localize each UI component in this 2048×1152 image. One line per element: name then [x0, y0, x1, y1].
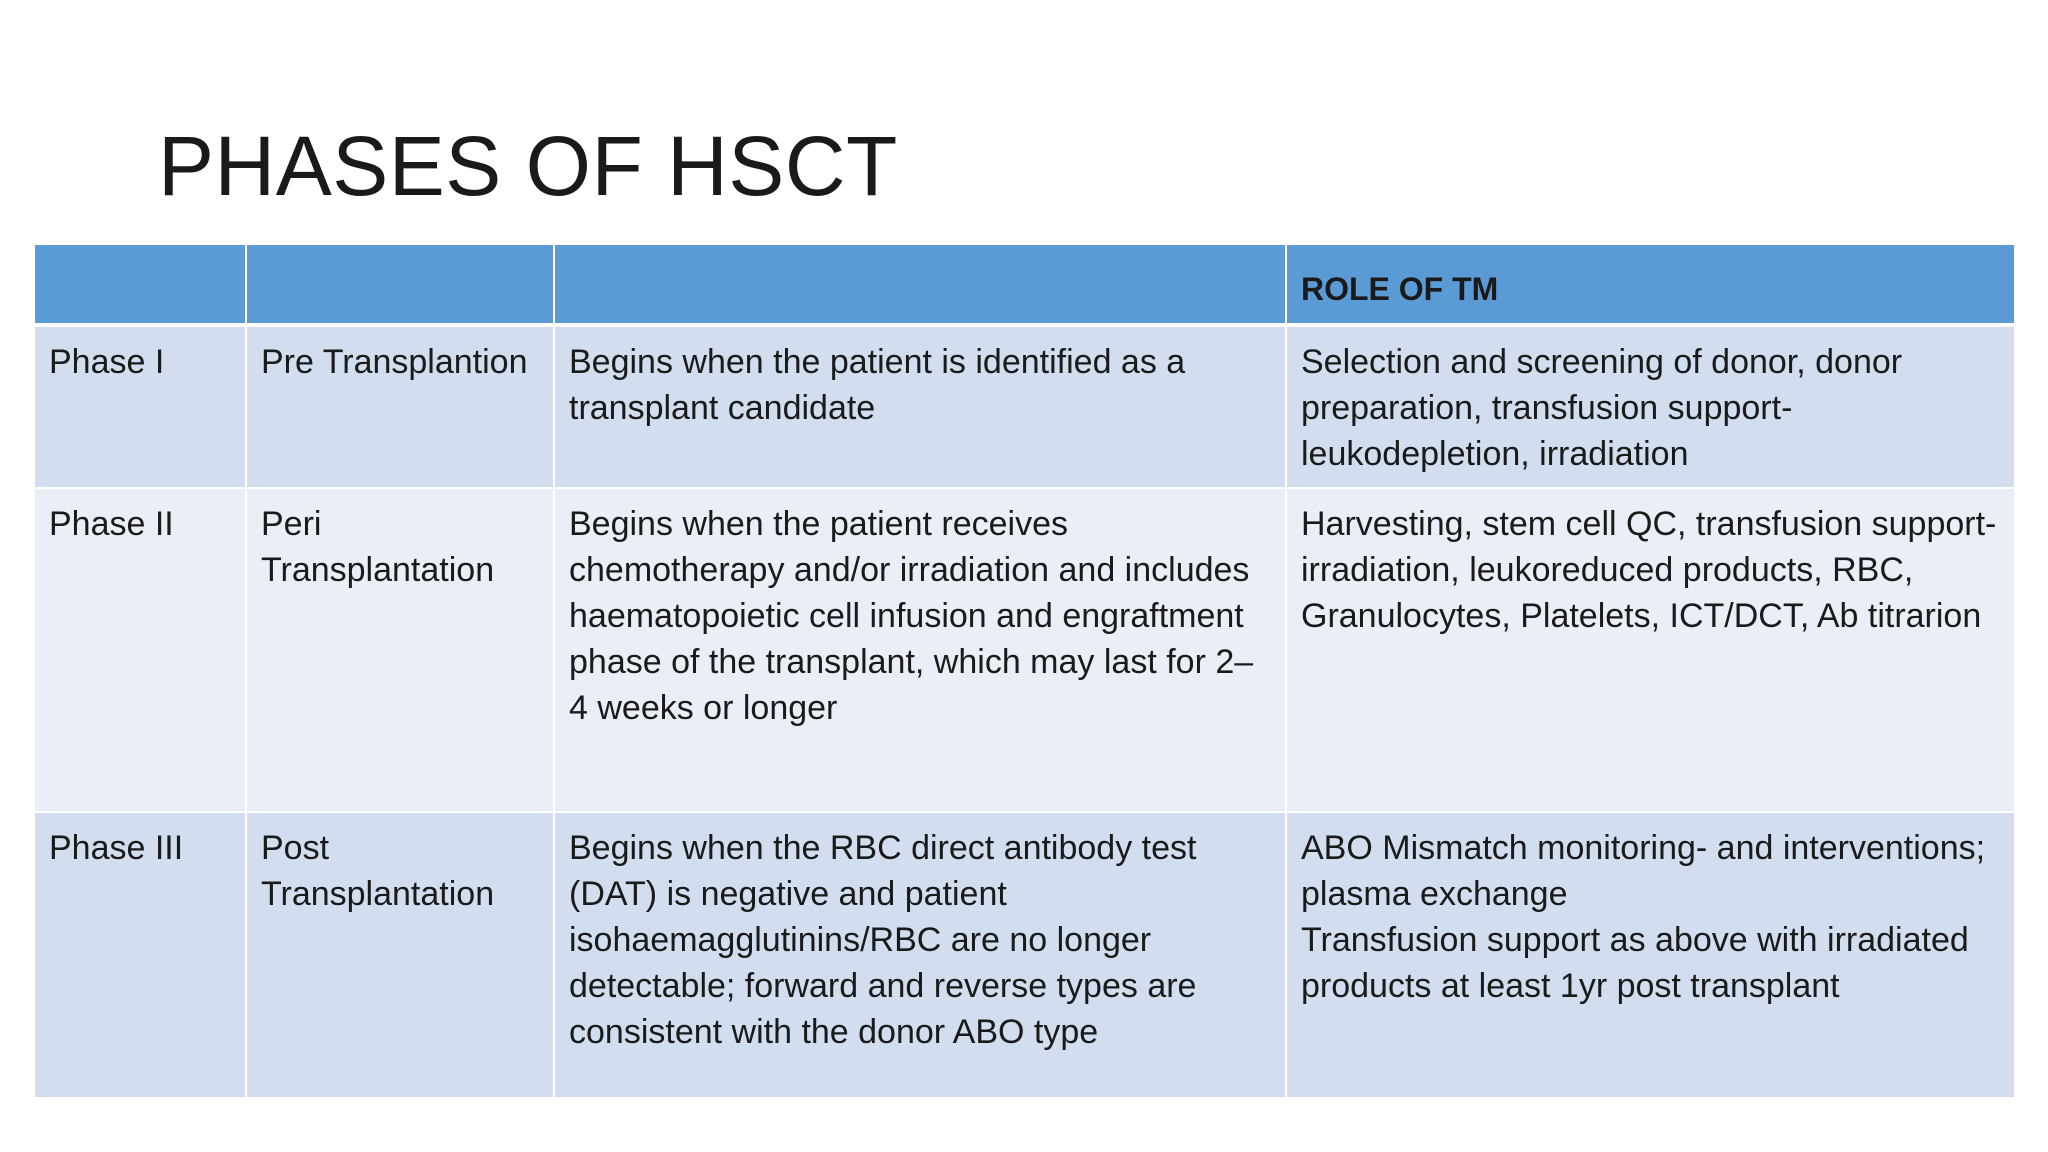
header-cell-role-of-tm: ROLE OF TM	[1286, 244, 2015, 325]
phase-name: Peri Transplantation	[246, 488, 554, 812]
phases-table	[33, 243, 2016, 1099]
phase-role-of-tm: Selection and screening of donor, donor preparation, transfusion support-leukodepletion, irradiation	[1286, 325, 2015, 488]
phase-name: Post Transplantation	[246, 812, 554, 1098]
phase-role-of-tm	[1286, 812, 2015, 1098]
table-row-phase-1	[34, 325, 2015, 488]
phase-label: Phase III	[34, 812, 246, 1098]
phase-description: Begins when the patient receives chemotherapy and/or irradiation and includes haematopoietic cell infusion and engraftment phase of the transplant, which may last for 2–4 weeks or longer	[554, 488, 1286, 812]
header-cell-description	[554, 244, 1286, 325]
header-cell-phase	[34, 244, 246, 325]
phase-name: Pre Transplantion	[246, 325, 554, 488]
phase-description: Begins when the RBC direct antibody test (DAT) is negative and patient isohaemagglutinins/RBC are no longer detectable; forward and reverse types are consistent with the donor ABO type	[554, 812, 1286, 1098]
role-line-2: Transfusion support as above with irradiated products at least 1yr post transplant	[1301, 921, 1969, 1005]
table-header-row	[34, 244, 2015, 325]
slide-title: PHASES OF HSCT	[158, 119, 898, 213]
role-line-1: ABO Mismatch monitoring- and interventions; plasma exchange	[1301, 829, 1986, 913]
phase-label: Phase I	[34, 325, 246, 488]
table-row-phase-2	[34, 488, 2015, 812]
phase-description: Begins when the patient is identified as a transplant candidate	[554, 325, 1286, 488]
phase-role-of-tm: Harvesting, stem cell QC, transfusion support-irradiation, leukoreduced products, RBC, Granulocytes, Platelets, ICT/DCT, Ab titrarion	[1286, 488, 2015, 812]
phase-label: Phase II	[34, 488, 246, 812]
table-row-phase-3	[34, 812, 2015, 1098]
header-cell-name	[246, 244, 554, 325]
